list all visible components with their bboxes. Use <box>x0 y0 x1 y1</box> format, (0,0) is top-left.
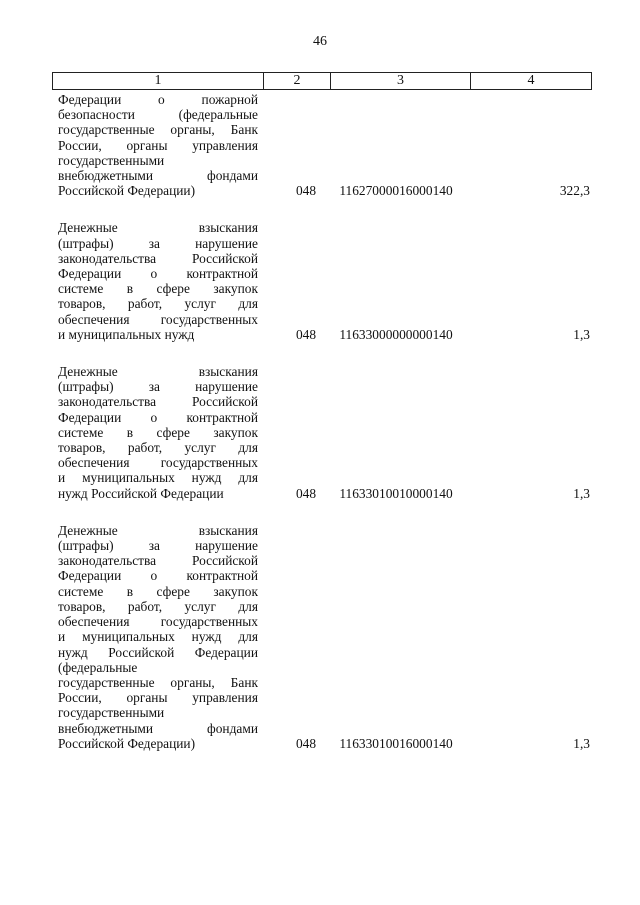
row-description <box>58 220 258 342</box>
header-col-1: 1 <box>53 73 264 89</box>
row-admin-code: 048 <box>295 183 317 199</box>
description-line: системе в сфере закупок <box>58 281 258 297</box>
row-description <box>58 92 258 198</box>
description-line: товаров, работ, услуг для <box>58 598 258 614</box>
description-line: товаров, работ, услуг для <box>58 296 258 312</box>
row-amount: 322,3 <box>559 183 590 199</box>
description-line: нужд Российской Федерации <box>58 485 224 501</box>
description-line: нужд Российской Федерации <box>58 644 258 660</box>
description-line: Денежные взыскания <box>58 364 258 380</box>
table-row <box>58 523 598 751</box>
description-line: обеспечения государственных <box>58 614 258 630</box>
description-line: законодательства Российской <box>58 250 258 266</box>
description-line: Федерации о контрактной <box>58 568 258 584</box>
table-row <box>58 92 598 198</box>
row-admin-code: 048 <box>295 485 317 501</box>
description-line: законодательства Российской <box>58 553 258 569</box>
description-line: (штрафы) за нарушение <box>58 235 258 251</box>
description-line: (штрафы) за нарушение <box>58 538 258 554</box>
description-line: безопасности (федеральные <box>58 107 258 123</box>
description-line: государственными <box>58 705 165 721</box>
row-classification-code: 11633010016000140 <box>339 735 453 751</box>
description-line: России, органы управления <box>58 137 258 153</box>
description-line: обеспечения государственных <box>58 455 258 471</box>
row-description <box>58 364 258 501</box>
description-line: Денежные взыскания <box>58 522 258 538</box>
description-line: (федеральные <box>58 659 138 675</box>
table-header <box>52 72 592 90</box>
description-line: Денежные взыскания <box>58 220 258 236</box>
description-line: и муниципальных нужд для <box>58 629 258 645</box>
description-line: и муниципальных нужд <box>58 326 195 342</box>
row-amount: 1,3 <box>573 735 590 751</box>
description-line: России, органы управления <box>58 690 258 706</box>
description-line: государственными <box>58 152 165 168</box>
row-description <box>58 523 258 751</box>
description-line: государственные органы, Банк <box>58 122 258 138</box>
description-line: Федерации о контрактной <box>58 266 258 282</box>
row-admin-code: 048 <box>295 735 317 751</box>
description-line: системе в сфере закупок <box>58 424 258 440</box>
description-line: (штрафы) за нарушение <box>58 379 258 395</box>
description-line: обеспечения государственных <box>58 311 258 327</box>
description-line: внебюджетными фондами <box>58 720 258 736</box>
table-row <box>58 364 598 501</box>
description-line: и муниципальных нужд для <box>58 470 258 486</box>
table-row <box>58 220 598 342</box>
row-classification-code: 11633010010000140 <box>339 485 453 501</box>
description-line: государственные органы, Банк <box>58 674 258 690</box>
row-amount: 1,3 <box>573 485 590 501</box>
row-amount: 1,3 <box>573 326 590 342</box>
description-line: законодательства Российской <box>58 394 258 410</box>
header-col-4: 4 <box>527 73 535 88</box>
description-line: внебюджетными фондами <box>58 168 258 184</box>
header-col-2: 2 <box>264 73 331 89</box>
table-body <box>58 92 598 773</box>
row-classification-code: 11633000000000140 <box>339 326 453 342</box>
header-col-3: 3 <box>331 73 471 89</box>
description-line: Федерации о контрактной <box>58 409 258 425</box>
row-admin-code: 048 <box>295 326 317 342</box>
description-line: Российской Федерации) <box>58 183 196 199</box>
description-line: Российской Федерации) <box>58 735 196 751</box>
page-number: 46 <box>313 34 327 49</box>
row-classification-code: 11627000016000140 <box>339 183 453 199</box>
description-line: Федерации о пожарной <box>58 92 258 107</box>
description-line: товаров, работ, услуг для <box>58 440 258 456</box>
description-line: системе в сфере закупок <box>58 583 258 599</box>
